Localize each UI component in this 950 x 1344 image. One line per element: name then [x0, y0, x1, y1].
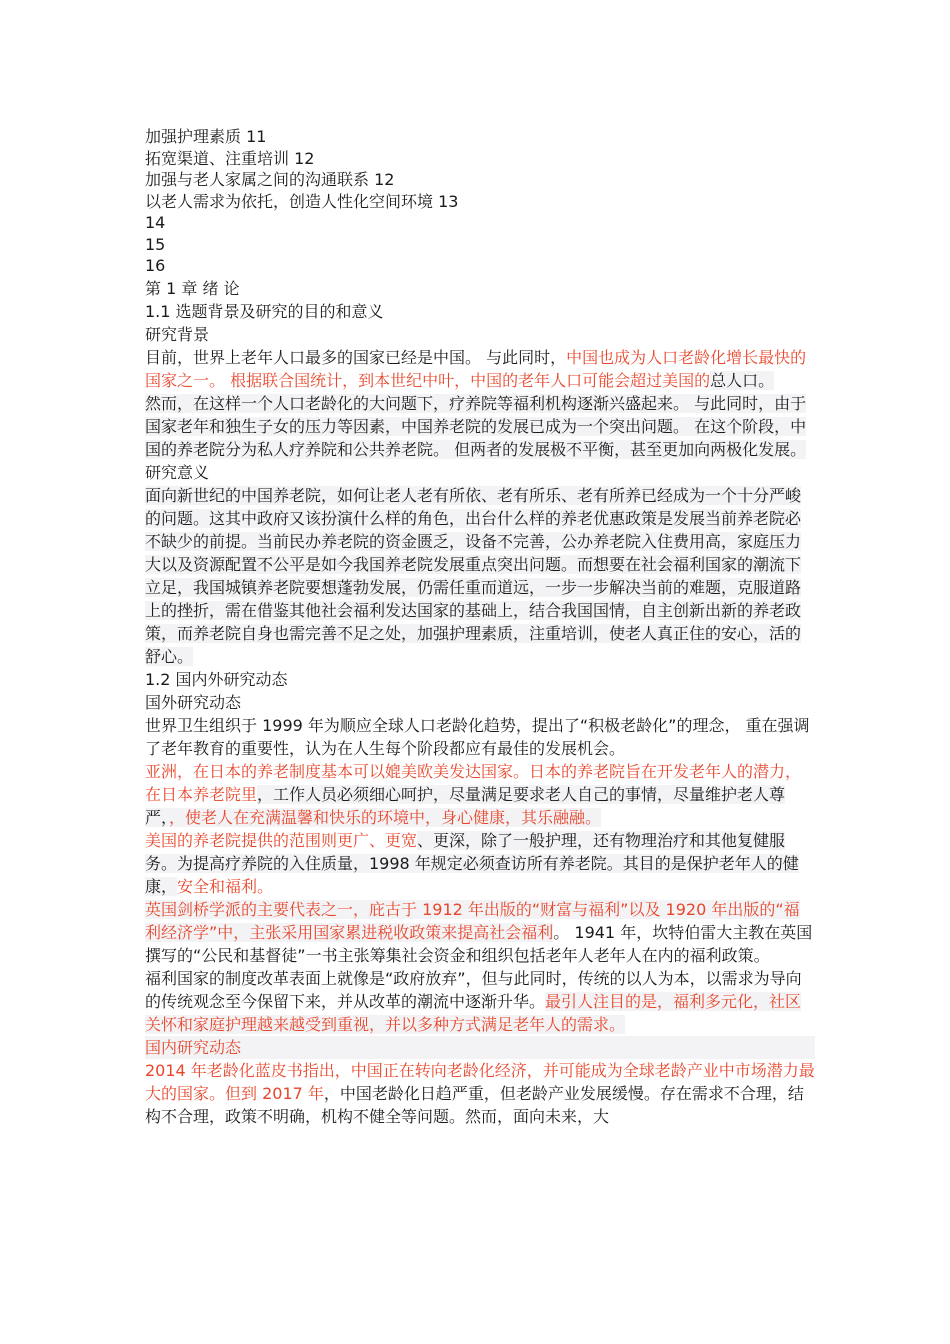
- paragraph-foreign-1: [145, 714, 815, 760]
- highlighted-text: 亚洲，在日本的养老制度基本可以媲美欧美发达国家。日本的养老院旨在开发老年人的潜力，在日本养老院里: [145, 761, 802, 804]
- highlighted-text: 2014 年老龄化蓝皮书指出，中国正在转向老龄化经济，并可能成为全球老龄产业中市场潜力最大的国家。但到 2017 年: [145, 1060, 815, 1103]
- subsection-background: 研究背景: [145, 324, 210, 344]
- subsection-significance: 研究意义: [145, 462, 210, 482]
- document-body: [145, 126, 815, 1128]
- toc-item: 15: [145, 234, 166, 254]
- text-run: 总人口。: [710, 370, 775, 390]
- text-run: 世界卫生组织于 1999 年为顺应全球人口老龄化趋势，提出了“积极老龄化”的理念， 重在强调了老年教育的重要性，认为在人生每个阶段都应有最佳的发展机会。: [145, 715, 810, 758]
- paragraph-foreign-3: [145, 829, 815, 898]
- chapter-title: 第 1 章 绪 论: [145, 278, 240, 298]
- highlighted-text: 最引人注目的是，福利多元化，社区关怀和家庭护理越来越受到重视，并以多种方式满足老年人的需求。: [145, 991, 802, 1034]
- toc-item: 加强护理素质 11: [145, 127, 267, 146]
- toc-item: 14: [145, 213, 166, 232]
- toc-list: [145, 126, 815, 277]
- section-title-1-1: 1.1 选题背景及研究的目的和意义: [145, 301, 384, 321]
- paragraph-foreign-2: [145, 760, 815, 829]
- paragraph-significance: [145, 484, 815, 668]
- toc-item: 16: [145, 256, 166, 275]
- paragraph-foreign-5: [145, 967, 815, 1036]
- text-run: ，中国老龄化日趋严重，但老龄产业发展缓慢。存在需求不合理，结构不合理，政策不明确，机构不健全等问题。然而，面向未来，大: [145, 1083, 804, 1126]
- toc-item: 加强与老人家属之间的沟通联系 12: [145, 170, 395, 189]
- toc-item: 以老人需求为依托，创造人性化空间环境 13: [145, 191, 459, 211]
- highlighted-text: 安全和福利。: [177, 876, 274, 896]
- subsection-foreign: 国外研究动态: [145, 692, 242, 712]
- text-run: ，工作人员必须细心呵护，尽量满足要求老人自己的事情，尽量维护老人尊严，: [145, 784, 786, 827]
- text-run: 。 1941 年，坎特伯雷大主教在英国撰写的“公民和基督徒”一书主张筹集社会资金和组织包括老年人老年人在内的福利政策。: [145, 922, 813, 965]
- text-run: 福利国家的制度改革表面上就像是“政府放弃”，但与此同时，传统的以人为本，以需求为导向的传统观念至今保留下来，并从改革的潮流中逐渐升华。: [145, 968, 802, 1011]
- paragraph-foreign-4: [145, 898, 815, 967]
- highlighted-text: 英国剑桥学派的主要代表之一，庇古于 1912 年出版的“财富与福利”以及 1920 年出版的“福利经济学”中，主张采用国家累进税收政策来提高社会福利: [145, 899, 800, 942]
- text-run: 、更深，除了一般护理，还有物理治疗和其他复健服务。为提高疗养院的入住质量，1998 年规定必须查访所有养老院。其目的是保护老年人的健康，: [145, 830, 799, 896]
- text-run: 然而，在这样一个人口老龄化的大问题下，疗养院等福利机构逐渐兴盛起来。 与此同时，由于国家老年和独生子女的压力等因素，中国养老院的发展已成为一个突出问题。 在这个阶段，中国的养老院分为私人疗养院和公共养老院。 但两者的发展极不平衡，甚至更加向两极化发展。: [145, 393, 807, 459]
- toc-item: 拓宽渠道、注重培训 12: [145, 148, 315, 168]
- highlighted-text: 中国也成为人口老龄化增长最快的国家之一。 根据联合国统计，到本世纪中叶，中国的老年人口可能会超过美国的: [145, 347, 807, 390]
- paragraph-background-2: [145, 392, 815, 461]
- section-title-1-2: 1.2 国内外研究动态: [145, 669, 288, 689]
- text-run: 目前，世界上老年人口最多的国家已经是中国。 与此同时，: [145, 347, 567, 367]
- highlighted-text: ，使老人在充满温馨和快乐的环境中，身心健康，其乐融融。: [169, 807, 602, 827]
- paragraph-domestic-1: [145, 1059, 815, 1128]
- paragraph-background-1: [145, 346, 815, 392]
- subsection-domestic: 国内研究动态: [145, 1036, 815, 1059]
- text-run: 面向新世纪的中国养老院，如何让老人老有所依、老有所乐、老有所养已经成为一个十分严峻的问题。这其中政府又该扮演什么样的角色，出台什么样的养老优惠政策是发展当前养老院必不缺少的前提。当前民办养老院的资金匮乏，设备不完善，公办养老院入住费用高，家庭压力大以及资源配置不公平是如今我国养老院发展重点突出问题。而想要在社会福利国家的潮流下立足，我国城镇养老院要想蓬勃发展，仍需任重而道远，一步一步解决当前的难题，克服道路上的挫折，需在借鉴其他社会福利发达国家的基础上，结合我国国情，自主创新出新的养老政策，而养老院自身也需完善不足之处，加强护理素质，注重培训，使老人真正住的安心，活的舒心。: [145, 485, 802, 666]
- highlighted-text: 美国的养老院提供的范围则更广、更宽: [145, 830, 418, 850]
